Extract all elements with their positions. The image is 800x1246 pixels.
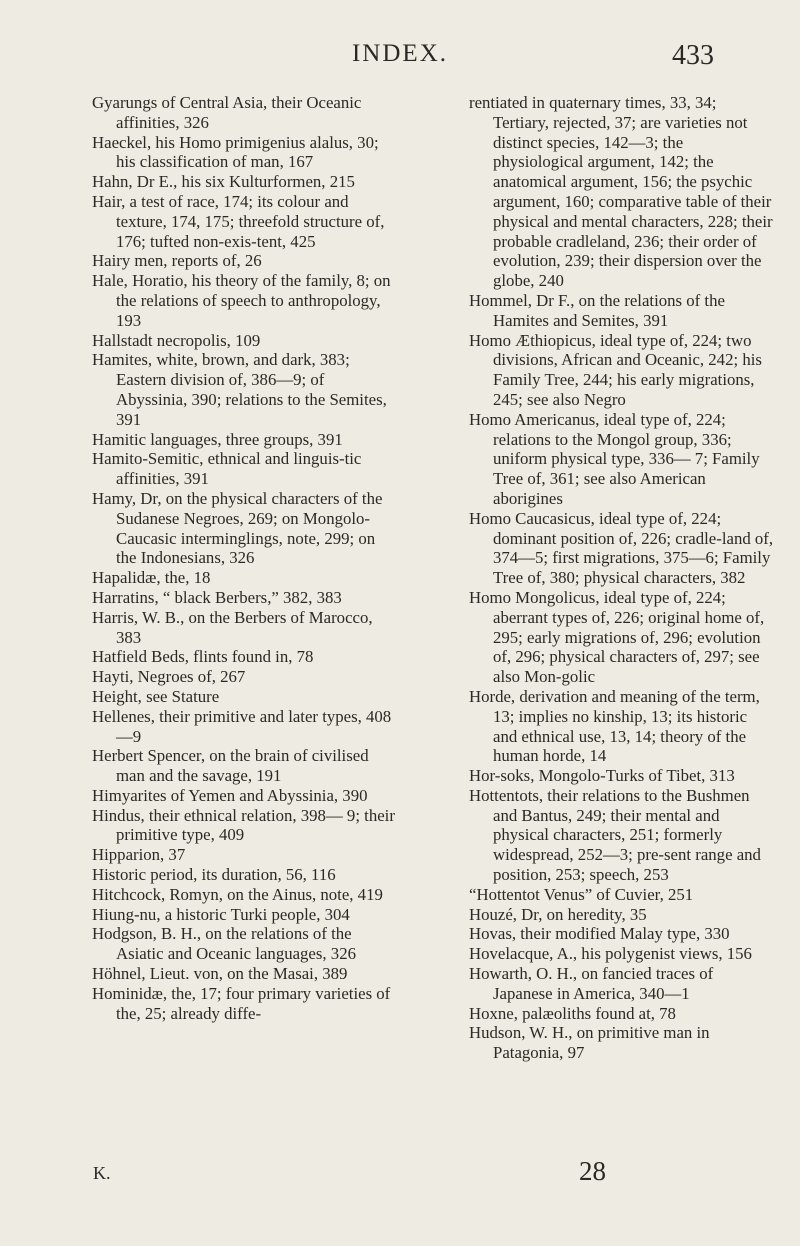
index-entry: Hindus, their ethnical relation, 398— 9; their primitive type, 409 (92, 805, 395, 845)
index-entry: Height, see Stature (92, 686, 220, 706)
signature-mark: K. (93, 1163, 111, 1183)
index-entry: Horde, derivation and meaning of the term, 13; implies no kinship, 13; its historic and ethnical use, 13, 14; theory of the human horde, 14 (469, 686, 760, 766)
index-entry: Hovelacque, A., his polygenist views, 156 (469, 944, 752, 964)
index-entry: Hottentots, their relations to the Bushmen and Bantus, 249; their mental and physical characters, 251; formerly widespread, 252—3; pre-sent range and position, 253; speech, 253 (469, 785, 761, 885)
index-entry: Hiung-nu, a historic Turki people, 304 (92, 904, 350, 924)
index-column-left (92, 93, 397, 1023)
index-entry: Herbert Spencer, on the brain of civilised man and the savage, 191 (92, 746, 369, 786)
running-head: INDEX. (351, 40, 448, 67)
index-entry: Hommel, Dr F., on the relations of the Hamites and Semites, 391 (469, 290, 725, 330)
index-entry: Hale, Horatio, his theory of the family, 8; on the relations of speech to anthropology, 193 (92, 271, 391, 330)
index-entry: Harratins, “ black Berbers,” 382, 383 (92, 587, 342, 607)
index-entry: Höhnel, Lieut. von, on the Masai, 389 (92, 964, 348, 984)
index-entry: Homo Æthiopicus, ideal type of, 224; two divisions, African and Oceanic, 242; his Family Tree, 244; his early migrations, 245; see also Negro (469, 330, 762, 409)
index-entry: Hor-soks, Mongolo-Turks of Tibet, 313 (469, 766, 735, 786)
page-number: 433 (672, 40, 714, 71)
index-entry: Hahn, Dr E., his six Kulturformen, 215 (92, 172, 355, 192)
index-entry: Historic period, its duration, 56, 116 (92, 865, 336, 885)
index-entry: Haeckel, his Homo primigenius alalus, 30; his classification of man, 167 (92, 132, 379, 172)
index-entry: Hoxne, palæoliths found at, 78 (469, 1003, 676, 1023)
index-entry: Hamy, Dr, on the physical characters of the Sudanese Negroes, 269; on Mongolo-Caucasic interminglings, note, 299; on the Indonesians, 326 (92, 488, 383, 568)
index-entry: Hudson, W. H., on primitive man in Patagonia, 97 (469, 1023, 710, 1063)
index-entry: Hapalidæ, the, 18 (92, 568, 211, 588)
index-entry: Houzé, Dr, on heredity, 35 (469, 904, 647, 924)
index-entry: Hatfield Beds, flints found in, 78 (92, 647, 314, 667)
index-entry: Homo Americanus, ideal type of, 224; relations to the Mongol group, 336; uniform physical type, 336— 7; Family Tree of, 361; see also American aborigines (469, 409, 760, 508)
index-entry: Hair, a test of race, 174; its colour and texture, 174, 175; threefold structure of, 176; tufted non-exis-tent, 425 (92, 191, 385, 251)
index-entry: Homo Mongolicus, ideal type of, 224; aberrant types of, 226; original home of, 295; early migrations of, 296; evolution of, 296; physical characters of, 297; see also Mon-golic (469, 587, 765, 687)
index-entry: “Hottentot Venus” of Cuvier, 251 (469, 884, 694, 904)
index-entry: Hamito-Semitic, ethnical and linguis-tic affinities, 391 (92, 449, 362, 489)
index-entry: Hodgson, B. H., on the relations of the Asiatic and Oceanic languages, 326 (92, 924, 356, 964)
index-entry: Gyarungs of Central Asia, their Oceanic affinities, 326 (92, 93, 362, 132)
index-entry: Hellenes, their primitive and later types, 408—9 (92, 706, 392, 746)
index-entry: Himyarites of Yemen and Abyssinia, 390 (92, 785, 368, 805)
index-entry: Howarth, O. H., on fancied traces of Japanese in America, 340—1 (469, 964, 714, 1003)
index-entry: Hitchcock, Romyn, on the Ainus, note, 419 (92, 884, 383, 904)
index-entry: Hovas, their modified Malay type, 330 (469, 924, 730, 944)
index-entry: Hipparion, 37 (92, 845, 186, 865)
index-entry: Harris, W. B., on the Berbers of Marocco, 383 (92, 607, 373, 647)
index-entry: Hayti, Negroes of, 267 (92, 667, 246, 687)
sheet-number: 28 (579, 1156, 606, 1186)
index-entry: Hairy men, reports of, 26 (92, 251, 262, 271)
index-entry: Hamites, white, brown, and dark, 383; Eastern division of, 386—9; of Abyssinia, 390; relations to the Semites, 391 (92, 350, 387, 429)
page-header (0, 40, 800, 80)
index-entry: Hominidæ, the, 17; four primary varieties of the, 25; already diffe- (92, 983, 391, 1023)
index-entry: Homo Caucasicus, ideal type of, 224; dominant position of, 226; cradle-land of, 374—5; first migrations, 375—6; Family Tree of, 380; physical characters, 382 (469, 508, 774, 588)
index-column-right (469, 93, 774, 1063)
index-entry: Hamitic languages, three groups, 391 (92, 429, 343, 449)
index-entry: Hallstadt necropolis, 109 (92, 330, 261, 350)
index-entry: rentiated in quaternary times, 33, 34; Tertiary, rejected, 37; are varieties not distinct species, 142—3; the physiological argument, 142; the anatomical argument, 156; the psychic argument, 160; comparative table of their physical and mental characters, 228; their probable cradleland, 236; their order of evolution, 239; their dispersion over the globe, 240 (469, 93, 773, 291)
